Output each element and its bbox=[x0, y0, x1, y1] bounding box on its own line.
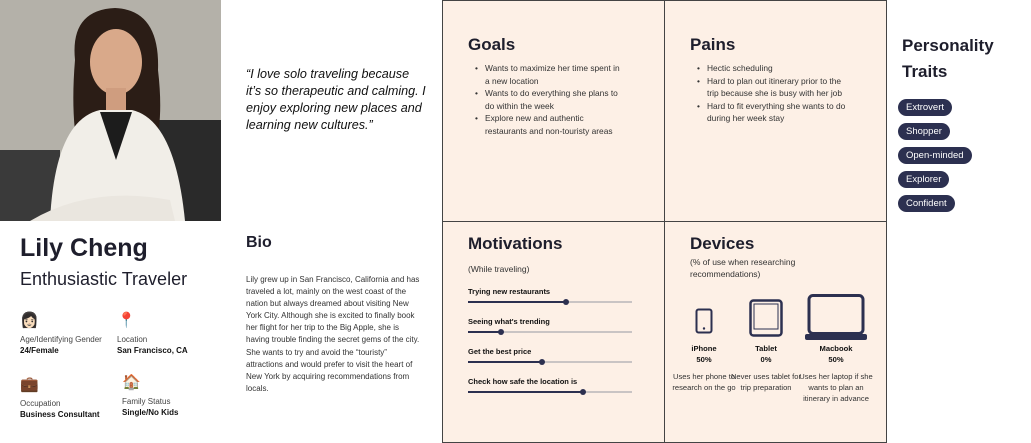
bio-title: Bio bbox=[246, 234, 272, 251]
info-occupation-value: Business Consultant bbox=[20, 410, 100, 419]
motivation-knob bbox=[498, 329, 504, 335]
pin-icon: 📍 bbox=[117, 312, 136, 329]
info-gender-value: 24/Female bbox=[20, 346, 59, 355]
persona-photo bbox=[0, 0, 221, 221]
motivation-fill bbox=[468, 301, 566, 303]
persona-name: Lily Cheng bbox=[20, 234, 148, 262]
motivation-fill bbox=[468, 391, 583, 393]
motivation-track bbox=[468, 361, 632, 363]
motivation-item bbox=[468, 287, 632, 303]
motivation-label: Check how safe the location is bbox=[468, 377, 578, 386]
woman-icon: 👩🏻 bbox=[20, 312, 39, 329]
house-icon: 🏠 bbox=[122, 374, 141, 391]
motivation-track bbox=[468, 301, 632, 303]
goals-panel bbox=[442, 0, 665, 222]
motivations-subtitle: (While traveling) bbox=[468, 264, 530, 274]
motivations-panel bbox=[442, 221, 665, 443]
info-location bbox=[117, 312, 237, 356]
info-family-value: Single/No Kids bbox=[122, 408, 179, 417]
device-tablet bbox=[728, 343, 804, 393]
device-percent: 0% bbox=[760, 355, 772, 364]
motivation-label: Trying new restaurants bbox=[468, 287, 551, 296]
list-item: • Wants to maximize her time spent in a new location bbox=[475, 62, 625, 87]
info-gender-label: Age/Identifying Gender bbox=[20, 335, 102, 344]
trait-pill: Shopper bbox=[898, 123, 950, 140]
trait-pill: Explorer bbox=[898, 171, 949, 188]
devices-title: Devices bbox=[690, 234, 755, 253]
motivation-fill bbox=[468, 361, 542, 363]
pains-list bbox=[697, 62, 847, 125]
traits-title: Personality Traits bbox=[902, 36, 994, 81]
trait-pill: Confident bbox=[898, 195, 955, 212]
motivation-item bbox=[468, 377, 632, 393]
motivation-item bbox=[468, 317, 632, 333]
motivation-track bbox=[468, 331, 632, 333]
motivation-knob bbox=[563, 299, 569, 305]
trait-pill: Open-minded bbox=[898, 147, 972, 164]
phone-icon bbox=[695, 308, 713, 339]
persona-quote: “I love solo traveling because it’s so therapeutic and calming. I enjoy exploring new places and learning new cultures.” bbox=[246, 67, 426, 132]
list-item: • Explore new and authentic restaurants and non-touristy areas bbox=[475, 112, 625, 137]
goals-list bbox=[475, 62, 625, 138]
device-name: Macbook bbox=[819, 344, 853, 353]
motivation-label: Seeing what's trending bbox=[468, 317, 550, 326]
motivation-knob bbox=[580, 389, 586, 395]
laptop-icon bbox=[805, 294, 867, 347]
info-location-value: San Francisco, CA bbox=[117, 346, 188, 355]
info-location-label: Location bbox=[117, 335, 148, 344]
info-family-label: Family Status bbox=[122, 397, 171, 406]
pains-title: Pains bbox=[690, 35, 736, 54]
motivation-fill bbox=[468, 331, 501, 333]
device-name: iPhone bbox=[691, 344, 717, 353]
device-name: Tablet bbox=[755, 344, 777, 353]
motivation-track bbox=[468, 391, 632, 393]
list-item: • Hectic scheduling bbox=[697, 62, 847, 75]
goals-title: Goals bbox=[468, 35, 516, 54]
info-family bbox=[122, 374, 242, 418]
briefcase-icon: 💼 bbox=[20, 376, 39, 393]
device-desc: Never uses tablet for trip preparation bbox=[730, 372, 802, 392]
motivation-knob bbox=[539, 359, 545, 365]
tablet-icon bbox=[749, 299, 783, 342]
motivation-item bbox=[468, 347, 632, 363]
device-macbook bbox=[798, 343, 874, 404]
pains-panel bbox=[664, 0, 887, 222]
device-percent: 50% bbox=[828, 355, 844, 364]
devices-panel bbox=[664, 221, 887, 443]
list-item: • Hard to fit everything she wants to do during her week stay bbox=[697, 100, 847, 125]
device-desc: Uses her phone to research on the go bbox=[672, 372, 736, 392]
list-item: • Hard to plan out itinerary prior to the trip because she is busy with her job bbox=[697, 75, 847, 100]
devices-subtitle: (% of use when researching recommendations) bbox=[690, 257, 796, 279]
list-item: • Wants to do everything she plans to do within the week bbox=[475, 87, 625, 112]
bio-text: Lily grew up in San Francisco, California and has traveled a lot, mainly on the west coast of the nation but always dreamed about visiting New York City. Although she is excited to finally book her flight for her trip to the Big Apple, she is having trouble finding the secret gems of the city. She wants to try and avoid the “touristy” attractions and would prefer to visit the heart of New York by acquiring recommendations from locals. bbox=[246, 275, 420, 393]
persona-role: Enthusiastic Traveler bbox=[20, 269, 188, 289]
device-desc: Uses her laptop if she wants to plan an itinerary in advance bbox=[799, 372, 873, 403]
motivation-label: Get the best price bbox=[468, 347, 532, 356]
info-occupation-label: Occupation bbox=[20, 399, 61, 408]
motivations-title: Motivations bbox=[468, 234, 563, 253]
trait-pill: Extrovert bbox=[898, 99, 952, 116]
device-percent: 50% bbox=[696, 355, 712, 364]
